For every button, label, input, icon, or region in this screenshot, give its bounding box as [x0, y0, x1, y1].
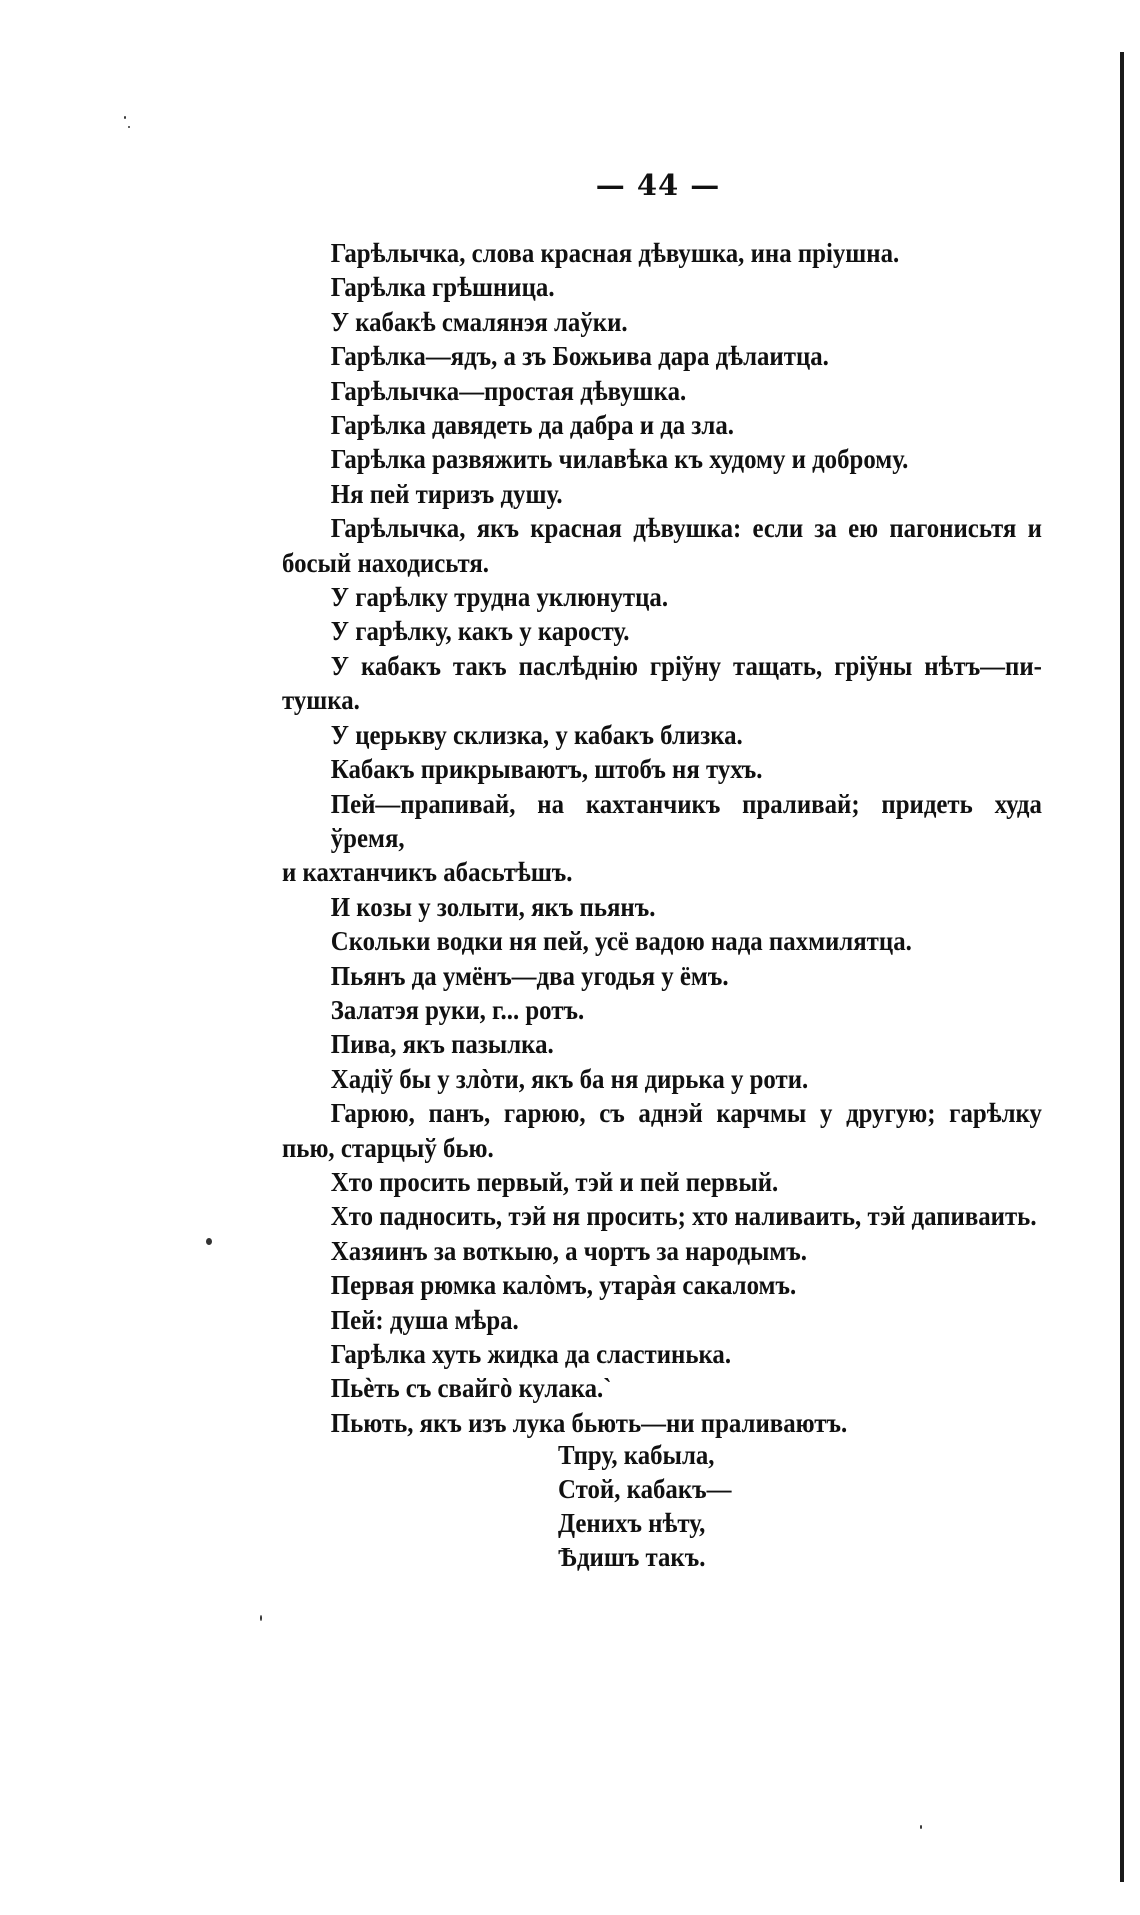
proverb-line: Гарѣлычка, слова красная дѣвушка, ина пріушна.: [330, 238, 900, 268]
scan-speck: [124, 116, 126, 119]
proverb-line: У кабакъ такъ паслѣднію гріўну тащать, гріўны нѣтъ—пи-: [330, 650, 1042, 681]
proverb-line: Хто просить первый, тэй и пей первый.: [330, 1166, 779, 1197]
proverb-line: У гарѣлку, какъ у каросту.: [330, 616, 630, 647]
proverb-line: Кабакъ прикрываютъ, штобъ ня тухъ.: [330, 754, 763, 785]
proverb-line: Пьѐть съ свайгò кулака.`: [330, 1373, 612, 1404]
scan-speck: [920, 1825, 922, 1829]
proverb-line: Пей—прапивай, на кахтанчикъ праливай; придеть худа ўремя,: [330, 788, 1042, 853]
proverb-line: Гарѣлычка, якъ красная дѣвушка: если за ею пагонисьтя и: [330, 513, 1042, 544]
proverb-line: Гарѣлка давядеть да дабра и да зла.: [330, 410, 734, 441]
proverb-line: У кабакѣ смалянэя лаўки.: [330, 306, 628, 337]
proverb-line: Пей: душа мѣра.: [330, 1304, 519, 1335]
proverb-line: У церькву склизка, у кабакъ близка.: [330, 719, 743, 750]
page-edge-line: [1120, 52, 1124, 1882]
proverb-line-continuation: босый находисьтя.: [282, 547, 489, 578]
verse-line: Стой, кабакъ—: [558, 1474, 732, 1504]
proverb-line: Хто падносить, тэй ня просить; хто наливаить, тэй дапиваить.: [330, 1201, 1037, 1232]
proverb-line: Гарюю, панъ, гарюю, съ аднэй карчмы у другую; гарѣлку: [330, 1098, 1042, 1129]
verse-line: Дениxъ нѣту,: [558, 1508, 706, 1538]
page-number: — 44 —: [595, 168, 721, 202]
verse-line: Ѣдишъ такъ.: [558, 1542, 706, 1572]
proverb-line-continuation: и кахтанчикъ абасьтѣшъ.: [282, 857, 573, 888]
proverb-line: Хадіў бы у злòти, якъ ба ня дирька у роти.: [330, 1063, 809, 1094]
proverb-line: Гарѣлка хуть жидка да сластинька.: [330, 1339, 732, 1369]
proverb-line: Пьють, якъ изъ лука бьють—ни праливаютъ.: [330, 1407, 848, 1438]
proverb-line: Гарѣлка развяжить чилавѣка къ худому и доброму.: [330, 444, 909, 475]
verse-line: Тпру, кабыла,: [558, 1440, 715, 1470]
proverb-line: Пива, якъ пазылка.: [330, 1029, 554, 1060]
proverb-line: Залатэя руки, г... ротъ.: [330, 994, 585, 1025]
proverb-line: Гарѣлка грѣшница.: [330, 272, 555, 303]
verse-block: [558, 1438, 731, 1574]
proverb-line: И козы у золыти, якъ пьянъ.: [330, 891, 656, 922]
scan-speck: [260, 1615, 262, 1621]
proverb-line: Пьянъ да умёнъ—два угодья у ёмъ.: [330, 960, 729, 991]
proverb-line: У гарѣлку трудна уклюнутца.: [330, 582, 669, 613]
scan-speck: [128, 126, 130, 128]
proverb-line-continuation: пью, старцыў бью.: [282, 1132, 494, 1163]
proverb-list: [282, 236, 1042, 1440]
proverb-line: Хазяинъ за воткыю, а чортъ за народымъ.: [330, 1235, 807, 1266]
proverb-line: Ня пей тиризъ душу.: [330, 478, 563, 509]
proverb-line: Гарѣлка—ядъ, а зъ Божьива дара дѣлаитца.: [330, 341, 829, 372]
proverb-line: Скольки водки ня пей, усё вадою нада пахмилятца.: [330, 926, 912, 957]
scan-speck: [206, 1238, 212, 1245]
proverb-line: Первая рюмка калòмъ, утарàя сакаломъ.: [330, 1270, 797, 1301]
proverb-line: Гарѣлычка—простая дѣвушка.: [330, 375, 687, 406]
proverb-line-continuation: тушка.: [282, 685, 360, 716]
